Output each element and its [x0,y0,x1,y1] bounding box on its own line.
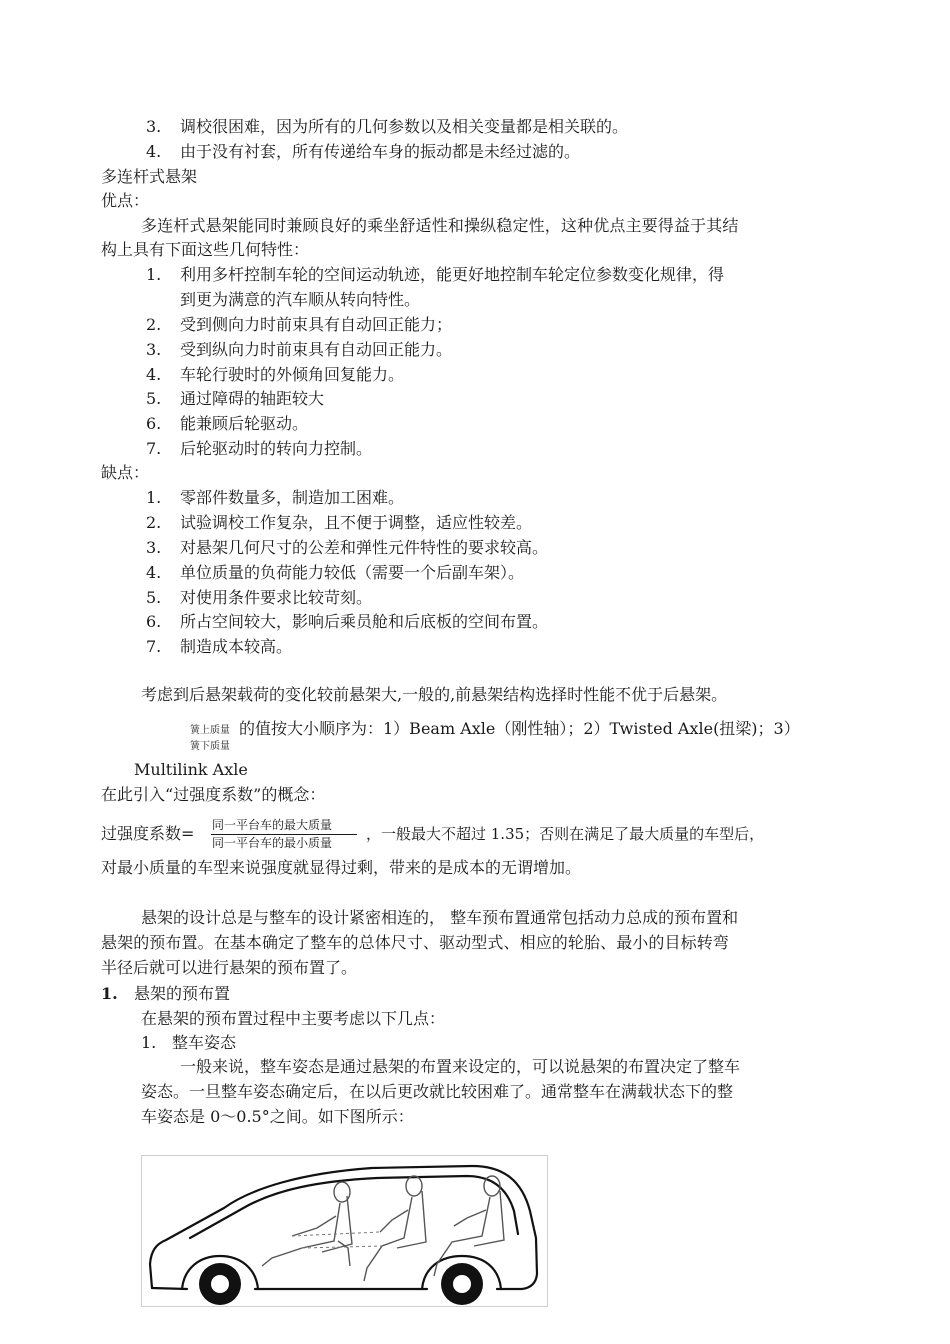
vehicle-posture-figure [141,1155,548,1307]
list-number: 4. [146,365,162,384]
formula-label: 过强度系数= [101,824,195,843]
list-item: 零部件数量多，制造加工困难。 [180,488,405,507]
list-item: 制造成本较高。 [180,637,293,656]
fraction-denominator: 簧下质量 [190,741,230,752]
paragraph-line: 多连杆式悬架能同时兼顾良好的乘坐舒适性和操纵稳定性，这种优点主要得益于其结 [141,216,739,235]
section-number: 1. [101,984,118,1003]
list-number: 1. [146,488,162,507]
list-item: 所占空间较大，影响后乘员舱和后底板的空间布置。 [180,612,549,631]
list-number: 2. [146,513,162,532]
paragraph-line: 的值按大小顺序为：1）Beam Axle（刚性轴）；2）Twisted Axle(扭梁)；3） [239,719,800,738]
list-item: 对使用条件要求比较苛刻。 [180,588,373,607]
list-item: 后轮驱动时的转向力控制。 [180,439,373,458]
fraction-denominator: 同一平台车的最小质量 [212,836,333,850]
fraction-bar [211,834,357,835]
section-title: 悬架的预布置 [134,984,231,1003]
list-item: 利用多杆控制车轮的空间运动轨迹，能更好地控制车轮定位参数变化规律，得 [180,265,725,284]
paragraph-line: 姿态。一旦整车姿态确定后，在以后更改就比较困难了。通常整车在满载状态下的整 [141,1082,734,1101]
pros-label: 优点： [101,191,150,210]
list-number: 4. [146,142,162,161]
subsection-number: 1. [141,1033,157,1052]
paragraph-line: ，一般最大不超过 1.35；否则在满足了最大质量的车型后， [366,825,765,843]
list-number: 3. [146,538,162,557]
paragraph-line: 在此引入“过强度系数”的概念： [101,785,326,804]
list-item: 试验调校工作复杂，且不便于调整，适应性较差。 [180,513,533,532]
list-item: 通过障碍的轴距较大 [180,389,325,408]
list-number: 4. [146,563,162,582]
section-heading: 多连杆式悬架 [101,167,198,186]
paragraph-line: Multilink Axle [134,760,248,779]
fraction-numerator: 簧上质量 [190,725,230,736]
list-item: 对悬架几何尺寸的公差和弹性元件特性的要求较高。 [180,538,549,557]
list-number: 6. [146,612,162,631]
list-number: 1. [146,265,162,284]
paragraph-line: 对最小质量的车型来说强度就显得过剩，带来的是成本的无谓增加。 [101,858,582,877]
list-number: 3. [146,340,162,359]
list-item: 车轮行驶时的外倾角回复能力。 [180,365,405,384]
car-side-view-illustration [142,1156,547,1306]
paragraph-line: 悬架的预布置。在基本确定了整车的总体尺寸、驱动型式、相应的轮胎、最小的目标转弯 [101,933,729,952]
list-item: 受到纵向力时前束具有自动回正能力。 [180,340,453,359]
paragraph-line: 半径后就可以进行悬架的预布置了。 [101,958,358,977]
list-number: 7. [146,637,162,656]
paragraph-line: 构上具有下面这些几何特性： [101,240,310,259]
list-item: 单位质量的负荷能力较低（需要一个后副车架）。 [180,563,525,582]
list-item: 调校很困难，因为所有的几何参数以及相关变量都是相关联的。 [180,117,629,136]
fraction-numerator: 同一平台车的最大质量 [212,818,333,832]
list-item: 能兼顾后轮驱动。 [180,414,309,433]
paragraph-line: 在悬架的预布置过程中主要考虑以下几点： [141,1009,446,1028]
cons-label: 缺点： [101,463,150,482]
list-number: 7. [146,439,162,458]
paragraph-line: 一般来说，整车姿态是通过悬架的布置来设定的，可以说悬架的布置决定了整车 [180,1057,741,1076]
list-item: 由于没有衬套，所有传递给车身的振动都是未经过滤的。 [180,142,581,161]
subsection-title: 整车姿态 [172,1033,237,1052]
paragraph-line: 悬架的设计总是与整车的设计紧密相连的， 整车预布置通常包括动力总成的预布置和 [141,908,739,927]
list-item: 受到侧向力时前束具有自动回正能力； [180,315,453,334]
list-item-cont: 到更为满意的汽车顺从转向特性。 [180,290,421,309]
paragraph-line: 车姿态是 0～0.5°之间。如下图所示： [141,1107,414,1126]
list-number: 5. [146,389,162,408]
paragraph-line: 考虑到后悬架载荷的变化较前悬架大,一般的,前悬架结构选择时性能不优于后悬架。 [141,685,728,704]
list-number: 3. [146,117,162,136]
list-number: 5. [146,588,162,607]
list-number: 2. [146,315,162,334]
list-number: 6. [146,414,162,433]
